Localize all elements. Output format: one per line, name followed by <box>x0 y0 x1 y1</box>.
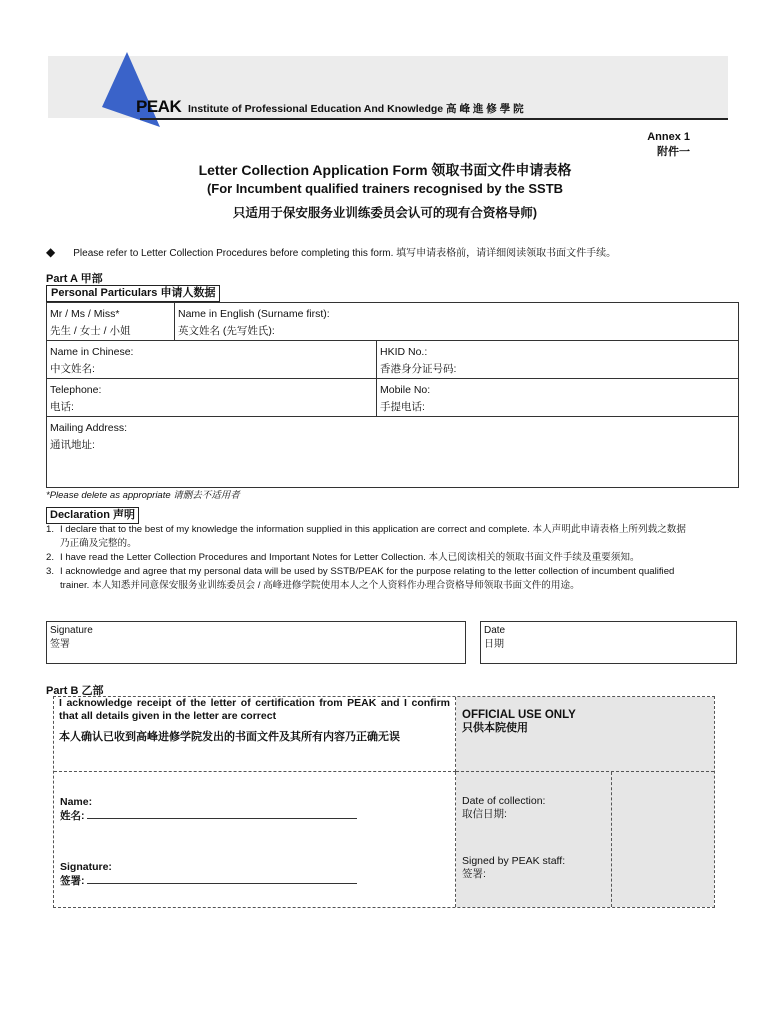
date-of-collection-label-zh: 取信日期: <box>462 808 507 820</box>
delete-note: *Please delete as appropriate 请删去不适用者 <box>46 490 240 501</box>
mobile-label-zh: 手提电话: <box>380 401 425 413</box>
declaration-label: Declaration 声明 <box>46 507 139 524</box>
declaration-item-text: I acknowledge and agree that my personal data will be used by SSTB/PEAK for the purpose relating to the letter collection of incumbent qualified trainer. 本人知悉并同意保安服务业训练委员会 / 高峰进修学院使用本人之个人资料作办理合资格导师领取书面文件的用途。 <box>60 566 675 591</box>
declaration-item <box>46 523 686 551</box>
institute-name: Institute of Professional Education And Knowledge 高 峰 進 修 學 院 <box>188 103 524 115</box>
diamond-bullet-icon: ◆ <box>46 245 56 259</box>
salutation-label-en: Mr / Ms / Miss* <box>50 308 120 320</box>
salutation-field[interactable] <box>47 303 175 341</box>
telephone-label-en: Telephone: <box>50 384 102 396</box>
declaration-item-number: 1. <box>46 524 55 535</box>
signed-by-staff-label-zh: 签署: <box>462 868 486 880</box>
header-rule <box>140 118 728 120</box>
declaration-list <box>46 523 686 593</box>
date-label-zh: 日期 <box>484 639 504 650</box>
official-use-label-zh: 只供本院使用 <box>462 722 528 734</box>
acknowledgement-text-zh: 本人确认已收到高峰进修学院发出的书面文件及其所有内容乃正确无误 <box>59 731 400 743</box>
signed-by-staff-label-en: Signed by PEAK staff: <box>462 855 566 867</box>
part-a-title: Part A 甲部 <box>46 273 103 285</box>
mailing-address-field[interactable] <box>47 417 738 487</box>
personal-particulars-label: Personal Particulars 申请人数据 <box>46 285 220 302</box>
mobile-field[interactable] <box>377 379 738 417</box>
signature-label-zh: 签署 <box>50 639 70 650</box>
name-underline <box>87 809 357 819</box>
english-name-label-zh: 英文姓名 (先写姓氏): <box>178 325 275 337</box>
official-use-cell <box>456 697 714 772</box>
recipient-cell <box>54 772 456 907</box>
recipient-name-label-en: Name: <box>60 796 93 808</box>
hkid-label-en: HKID No.: <box>380 346 428 358</box>
telephone-field[interactable] <box>47 379 377 417</box>
recipient-name-label-zh: 姓名: <box>60 810 85 822</box>
hkid-field[interactable] <box>377 341 738 379</box>
declaration-item-text: I declare that to the best of my knowledge the information supplied in this application are correct and complete. 本人声明此申请表格上所列载之数据乃正确及完整的。 <box>60 524 686 549</box>
english-name-label-en: Name in English (Surname first): <box>178 308 330 320</box>
acknowledgement-text-en: I acknowledge receipt of the letter of certification from PEAK and I confirm that all details given in the letter are correct <box>59 697 450 722</box>
staff-entry-cell[interactable] <box>612 772 714 907</box>
declaration-item-number: 2. <box>46 552 55 563</box>
declaration-item <box>46 565 686 593</box>
form-subtitle-zh: 只适用于保安服务业训练委员会认可的现有合资格导师) <box>232 206 538 220</box>
chinese-name-field[interactable] <box>47 341 377 379</box>
signature-underline <box>87 874 357 884</box>
peak-logo-triangle-icon <box>100 52 170 132</box>
declaration-item <box>46 551 686 565</box>
annex-label <box>647 130 690 160</box>
date-of-collection-label-en: Date of collection: <box>462 795 546 807</box>
address-label-en: Mailing Address: <box>50 422 128 434</box>
recipient-signature-field[interactable] <box>60 874 449 888</box>
recipient-name-field[interactable] <box>60 809 449 823</box>
recipient-signature-label-zh: 签署: <box>60 875 85 887</box>
hkid-label-zh: 香港身分证号码: <box>380 363 457 375</box>
peak-logo: PEAK <box>136 97 182 116</box>
declaration-item-text: I have read the Letter Collection Procedures and Important Notes for Letter Collection. 本人已阅读相关的领取书面文件手续及重要须知。 <box>60 552 640 563</box>
date-field[interactable] <box>480 621 737 664</box>
official-use-label: OFFICIAL USE ONLY <box>462 709 576 721</box>
date-label-en: Date <box>484 625 506 636</box>
annex-zh: 附件一 <box>657 146 690 158</box>
signature-label-en: Signature <box>50 625 93 636</box>
form-subtitle: (For Incumbent qualified trainers recognised by the SSTB <box>206 181 564 196</box>
chinese-name-label-zh: 中文姓名: <box>50 363 95 375</box>
instruction-note <box>46 244 616 259</box>
signature-field[interactable] <box>46 621 466 664</box>
annex-en: Annex 1 <box>647 131 690 143</box>
salutation-label-zh: 先生 / 女士 / 小姐 <box>50 325 131 337</box>
address-label-zh: 通讯地址: <box>50 439 95 451</box>
acknowledgement-cell <box>54 697 456 772</box>
chinese-name-label-en: Name in Chinese: <box>50 346 134 358</box>
english-name-field[interactable] <box>175 303 738 341</box>
telephone-label-zh: 电话: <box>50 401 74 413</box>
recipient-signature-label-en: Signature: <box>60 861 112 873</box>
form-title: Letter Collection Application Form 领取书面文件申请表格 <box>198 162 572 178</box>
personal-particulars-table <box>46 302 739 488</box>
part-b-table <box>53 696 715 908</box>
staff-info-cell <box>456 772 612 907</box>
declaration-item-number: 3. <box>46 566 55 577</box>
mobile-label-en: Mobile No: <box>380 384 431 396</box>
instruction-text: Please refer to Letter Collection Procedures before completing this form. 填写申请表格前，请详细阅读领取书面文件手续。 <box>73 248 617 259</box>
part-b-title: Part B 乙部 <box>46 685 104 697</box>
